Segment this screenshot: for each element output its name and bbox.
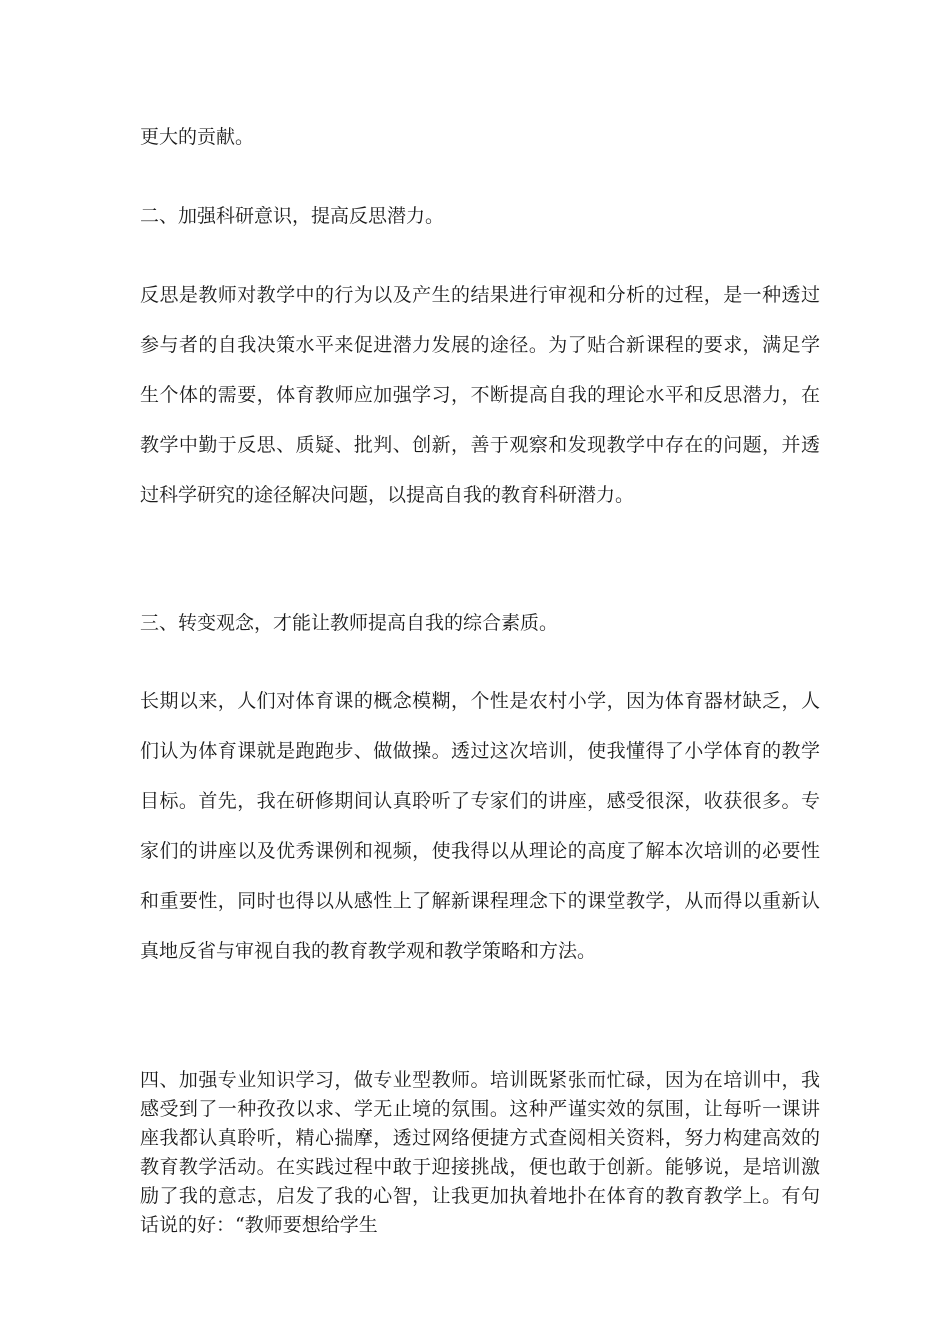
heading-section-three: 三、转变观念，才能让教师提高自我的综合素质。 xyxy=(140,612,559,634)
paragraph-reflection: 反思是教师对教学中的行为以及产生的结果进行审视和分析的过程，是一种透过参与者的自我决策水平来促进潜力发展的途径。为了贴合新课程的要求，满足学生个体的需要，体育教师应加强学习，不断提高自我的理论水平和反思潜力，在教学中勤于反思、质疑、批判、创新，善于观察和发现教学中存在的问题，并透过科学研究的途径解决问题，以提高自我的教育科研潜力。 xyxy=(140,284,820,506)
heading-section-two: 二、加强科研意识，提高反思潜力。 xyxy=(140,205,445,227)
paragraph-concept-change: 长期以来，人们对体育课的概念模糊，个性是农村小学，因为体育器材缺乏，人们认为体育课就是跑跑步、做做操。透过这次培训，使我懂得了小学体育的教学目标。首先，我在研修期间认真聆听了专家们的讲座，感受很深，收获很多。专家们的讲座以及优秀课例和视频，使我得以从理论的高度了解本次培训的必要性和重要性，同时也得以从感性上了解新课程理念下的课堂教学，从而得以重新认真地反省与审视自我的教育教学观和教学策略和方法。 xyxy=(140,690,820,962)
paragraph-section-four: 四、加强专业知识学习，做专业型教师。培训既紧张而忙碌，因为在培训中，我感受到了一种孜孜以求、学无止境的氛围。这种严谨实效的氛围，让每听一课讲座我都认真聆听，精心揣摩，透过网络便捷方式查阅相关资料，努力构建高效的教育教学活动。在实践过程中敢于迎接挑战，便也敢于创新。能够说，是培训激励了我的意志，启发了我的心智，让我更加执着地扑在体育的教育教学上。有句话说的好：“教师要想给学生 xyxy=(140,1069,820,1236)
paragraph-closing-line: 更大的贡献。 xyxy=(140,126,255,148)
